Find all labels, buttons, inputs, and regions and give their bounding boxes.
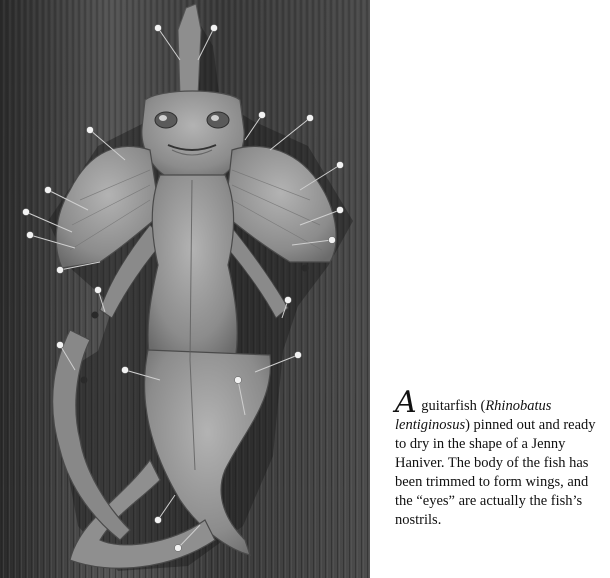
caption-text-end: ) pinned out and ready to dry in the shape of a Jenny Haniver. The body of the fish has been trimmed to form wings, and the “eyes” are actually the fish’s nostrils. — [395, 417, 596, 528]
photo-caption — [395, 385, 600, 530]
caption-text-start: guitarfish ( — [417, 398, 486, 414]
left-nostril — [155, 112, 177, 128]
right-nostril — [207, 112, 229, 128]
scientific-name: Rhinobatus lentiginosus — [395, 398, 552, 433]
head — [142, 91, 244, 178]
torso — [148, 175, 237, 360]
drop-cap: A — [395, 385, 417, 420]
